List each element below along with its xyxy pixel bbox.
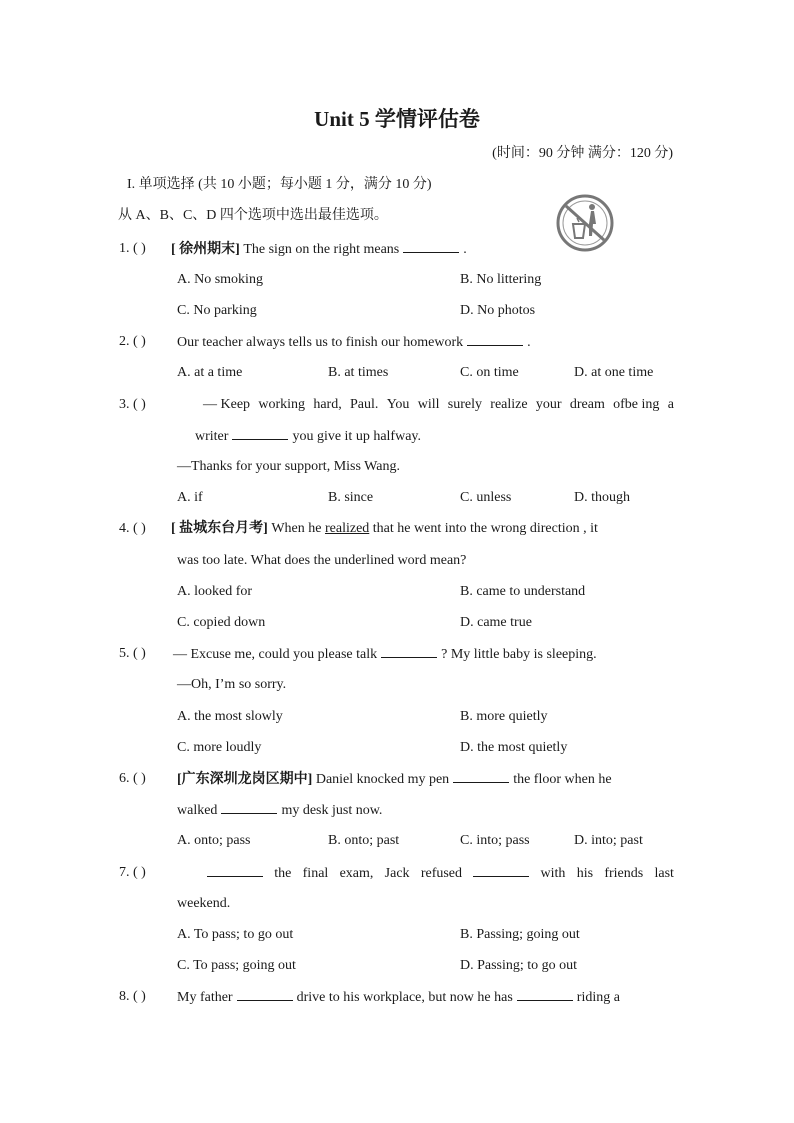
q6-choice-d: D. into; past <box>574 833 643 848</box>
q1-source-tag: [ 徐州期末] <box>171 242 240 257</box>
q7-choice-d: D. Passing; to go out <box>460 958 578 973</box>
q5-stem: — Excuse me, could you please talk ? My little baby is sleeping. <box>173 647 597 662</box>
q6-choice-c: C. into; pass <box>460 833 530 848</box>
no-littering-sign-icon <box>556 194 614 252</box>
answer-blank <box>517 988 573 1001</box>
q7-stem-line2: weekend. <box>177 896 231 911</box>
q4-source-tag: [ 盐城东台月考] <box>171 521 268 536</box>
q6-stem-line2: walked my desk just now. <box>177 803 383 818</box>
q4-choice-b: B. came to understand <box>460 584 586 599</box>
page-title: Unit 5 学情评估卷 <box>314 107 480 131</box>
q3-reply: —Thanks for your support, Miss Wang. <box>177 459 400 474</box>
q7-number: 7. ( ) <box>119 865 146 880</box>
q3-choice-d: D. though <box>574 490 630 505</box>
q5-choice-d: D. the most quietly <box>460 740 568 755</box>
answer-blank <box>403 240 459 253</box>
q2-choice-a: A. at a time <box>177 365 243 380</box>
q7-choice-b: B. Passing; going out <box>460 927 580 942</box>
q6-choice-a: A. onto; pass <box>177 833 251 848</box>
q4-choice-a: A. looked for <box>177 584 253 599</box>
q3-choice-b: B. since <box>328 490 374 505</box>
q3-choice-a: A. if <box>177 490 203 505</box>
answer-blank <box>232 427 288 440</box>
answer-blank <box>207 864 263 877</box>
q4-choice-c: C. copied down <box>177 615 266 630</box>
answer-blank <box>453 770 509 783</box>
q5-choice-a: A. the most slowly <box>177 709 283 724</box>
q1-choice-c: C. No parking <box>177 303 257 318</box>
answer-blank <box>237 988 293 1001</box>
answer-blank <box>473 864 529 877</box>
q5-choice-c: C. more loudly <box>177 740 262 755</box>
q8-stem: My father drive to his workplace, but now he has riding a <box>177 990 620 1005</box>
answer-blank <box>381 645 437 658</box>
q5-number: 5. ( ) <box>119 646 146 661</box>
q1-choice-b: B. No littering <box>460 272 542 287</box>
q1-choice-d: D. No photos <box>460 303 536 318</box>
q6-source-tag: [广东深圳龙岗区期中] <box>177 772 313 787</box>
q2-stem: Our teacher always tells us to finish our homework . <box>177 335 531 350</box>
section-heading: I. 单项选择 (共 10 小题；每小题 1 分，满分 10 分) <box>127 177 432 192</box>
q7-stem-line1: the final exam, Jack refused with his friends last <box>207 864 674 883</box>
exam-info: (时间：90 分钟 满分：120 分) <box>492 146 673 161</box>
q7-choice-c: C. To pass; going out <box>177 958 296 973</box>
q4-number: 4. ( ) <box>119 521 146 536</box>
q4-stem-line1: [ 盐城东台月考] When he realized that he went into the wrong direction , it <box>171 521 598 536</box>
q1-choice-a: A. No smoking <box>177 272 263 287</box>
section-instruction: 从 A、B、C、D 四个选项中选出最佳选项。 <box>118 208 388 223</box>
q3-stem-line2: writer you give it up halfway. <box>195 429 422 444</box>
q2-choice-b: B. at times <box>328 365 389 380</box>
q6-choice-b: B. onto; past <box>328 833 400 848</box>
q3-number: 3. ( ) <box>119 397 146 412</box>
q4-choice-d: D. came true <box>460 615 532 630</box>
q6-number: 6. ( ) <box>119 771 146 786</box>
answer-blank <box>221 801 277 814</box>
q7-choice-a: A. To pass; to go out <box>177 927 294 942</box>
q1-stem: [ 徐州期末] The sign on the right means . <box>171 242 467 257</box>
q5-reply: —Oh, I’m so sorry. <box>177 677 287 692</box>
q1-text: The sign on the right means <box>243 242 400 257</box>
q3-choice-c: C. unless <box>460 490 512 505</box>
q6-stem-line1: [广东深圳龙岗区期中] Daniel knocked my pen the floor when he <box>177 772 612 787</box>
underlined-word: realized <box>324 521 370 536</box>
q2-number: 2. ( ) <box>119 334 146 349</box>
q3-stem-line1: — Keep working hard, Paul. You will surely realize your dream ofbe ing a <box>203 397 674 412</box>
q2-choice-c: C. on time <box>460 365 519 380</box>
q2-choice-d: D. at one time <box>574 365 654 380</box>
answer-blank <box>467 333 523 346</box>
q5-choice-b: B. more quietly <box>460 709 548 724</box>
q8-number: 8. ( ) <box>119 989 146 1004</box>
q1-number: 1. ( ) <box>119 241 146 256</box>
q4-stem-line2: was too late. What does the underlined word mean? <box>177 553 467 568</box>
